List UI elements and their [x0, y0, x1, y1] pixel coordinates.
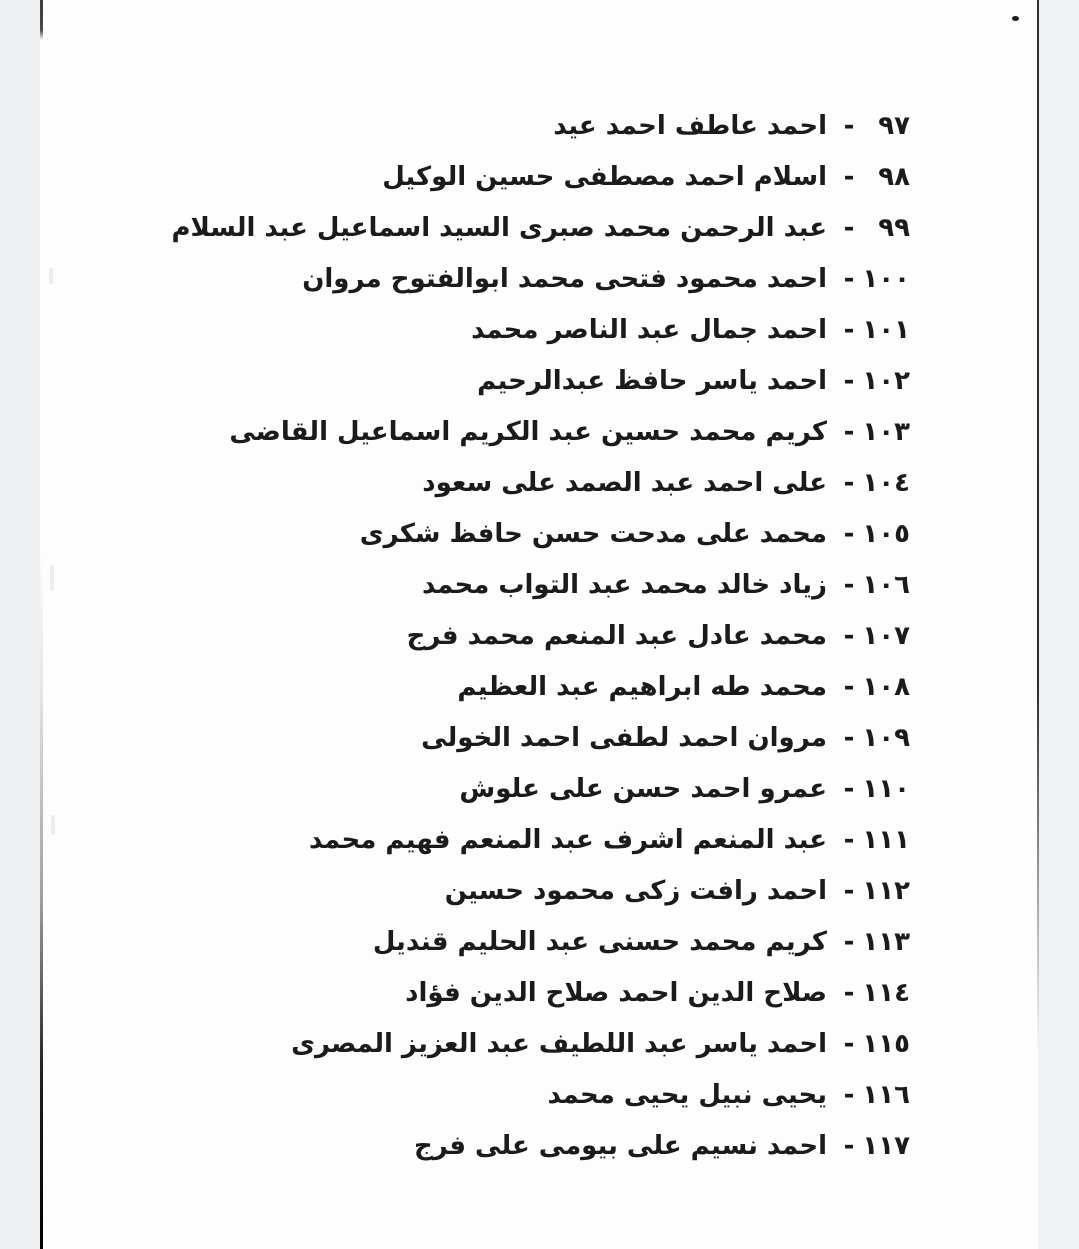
entry-separator: - [843, 161, 855, 192]
entry-separator: - [843, 467, 855, 498]
ink-dot-mark [1012, 16, 1019, 21]
list-row [60, 865, 910, 916]
entry-name: احمد ياسر عبد اللطيف عبد العزيز المصرى [291, 1028, 827, 1059]
entry-separator: - [843, 263, 855, 294]
entry-separator: - [843, 314, 855, 345]
entry-number: ١٠٧ [862, 620, 910, 651]
entry-separator: - [843, 416, 855, 447]
entry-name: اسلام احمد مصطفى حسين الوكيل [382, 161, 827, 192]
list-row [60, 1120, 910, 1171]
entry-name: احمد رافت زكى محمود حسين [444, 875, 827, 906]
entry-name: كريم محمد حسنى عبد الحليم قنديل [372, 926, 827, 957]
entry-separator: - [843, 977, 855, 1008]
list-row [60, 100, 910, 151]
entry-number: ١١٤ [862, 977, 910, 1008]
entry-number: ٩٧ [878, 110, 910, 141]
entry-number: ١١٠ [862, 773, 910, 804]
entry-name: احمد محمود فتحى محمد ابوالفتوح مروان [302, 263, 827, 294]
entry-separator: - [843, 1130, 855, 1161]
scanner-margin-left [0, 0, 40, 1249]
entry-number: ١٠٥ [862, 518, 910, 549]
entry-number: ١١٧ [862, 1130, 910, 1161]
entry-name: يحيى نبيل يحيى محمد [547, 1079, 827, 1110]
entry-name: صلاح الدين احمد صلاح الدين فؤاد [405, 977, 827, 1008]
list-row [60, 967, 910, 1018]
entry-separator: - [843, 722, 855, 753]
entry-separator: - [843, 1079, 855, 1110]
entry-number: ١٠١ [862, 314, 910, 345]
list-row [60, 763, 910, 814]
scan-smudge [50, 565, 54, 591]
list-row [60, 814, 910, 865]
entry-number: ٩٩ [878, 212, 910, 243]
entry-name: مروان احمد لطفى احمد الخولى [421, 722, 827, 753]
list-row [60, 151, 910, 202]
scan-smudge [49, 268, 53, 284]
entry-number: ١١٣ [862, 926, 910, 957]
entry-separator: - [843, 569, 855, 600]
entry-name: على احمد عبد الصمد على سعود [422, 467, 827, 498]
entry-separator: - [843, 926, 855, 957]
entry-name: احمد ياسر حافظ عبدالرحيم [477, 365, 827, 396]
paper-edge-left [40, 0, 43, 1249]
entry-number: ١٠٦ [862, 569, 910, 600]
entry-number: ١١٦ [862, 1079, 910, 1110]
entry-number: ١٠٨ [862, 671, 910, 702]
entry-name: زياد خالد محمد عبد التواب محمد [422, 569, 827, 600]
entry-number: ١٠٤ [862, 467, 910, 498]
list-row [60, 304, 910, 355]
paper-edge-right [1037, 0, 1039, 1249]
entry-name: عمرو احمد حسن على علوش [459, 773, 827, 804]
entry-separator: - [843, 212, 855, 243]
entry-name: محمد على مدحت حسن حافظ شكرى [359, 518, 827, 549]
entry-separator: - [843, 875, 855, 906]
entry-name: عبد المنعم اشرف عبد المنعم فهيم محمد [309, 824, 827, 855]
list-row [60, 661, 910, 712]
scan-smudge [51, 815, 55, 835]
list-row [60, 916, 910, 967]
entry-name: احمد عاطف احمد عيد [553, 110, 827, 141]
list-row [60, 202, 910, 253]
entry-name: كريم محمد حسين عبد الكريم اسماعيل القاضى [229, 416, 827, 447]
entry-separator: - [843, 518, 855, 549]
entry-number: ١٠٣ [862, 416, 910, 447]
entry-separator: - [843, 773, 855, 804]
list-row [60, 1018, 910, 1069]
list-row [60, 355, 910, 406]
entry-name: عبد الرحمن محمد صبرى السيد اسماعيل عبد السلام [171, 212, 827, 243]
entry-number: ١١٥ [862, 1028, 910, 1059]
list-row [60, 253, 910, 304]
list-row [60, 508, 910, 559]
entry-number: ١٠٠ [862, 263, 910, 294]
list-row [60, 457, 910, 508]
entry-number: ١١٢ [862, 875, 910, 906]
list-row [60, 1069, 910, 1120]
list-row [60, 712, 910, 763]
entry-separator: - [843, 1028, 855, 1059]
entry-separator: - [843, 620, 855, 651]
entry-name: احمد نسيم على بيومى على فرج [414, 1130, 827, 1161]
names-list [60, 100, 910, 1171]
entry-separator: - [843, 824, 855, 855]
entry-name: محمد طه ابراهيم عبد العظيم [457, 671, 827, 702]
entry-name: محمد عادل عبد المنعم محمد فرج [406, 620, 827, 651]
scanner-margin-right [1038, 0, 1079, 1249]
entry-separator: - [843, 671, 855, 702]
entry-number: ١١١ [862, 824, 910, 855]
entry-number: ١٠٢ [862, 365, 910, 396]
entry-name: احمد جمال عبد الناصر محمد [471, 314, 827, 345]
entry-number: ٩٨ [878, 161, 910, 192]
entry-separator: - [843, 365, 855, 396]
entry-number: ١٠٩ [862, 722, 910, 753]
list-row [60, 610, 910, 661]
list-row [60, 406, 910, 457]
list-row [60, 559, 910, 610]
entry-separator: - [843, 110, 855, 141]
